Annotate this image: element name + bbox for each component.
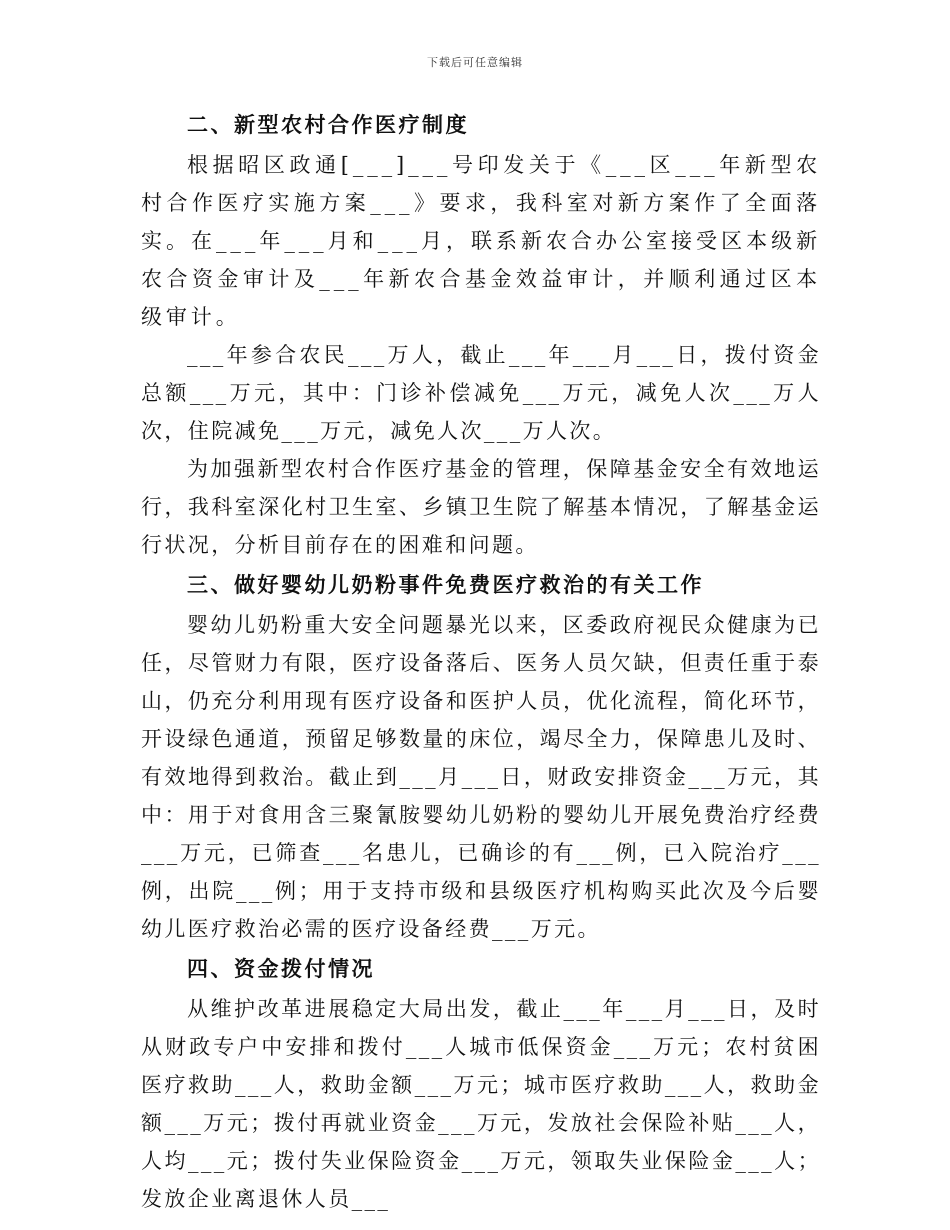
page-header: 下载后可任意编辑 xyxy=(427,56,523,69)
section-heading-3: 三、做好婴幼儿奶粉事件免费医疗救治的有关工作 xyxy=(187,573,704,597)
paragraph: 为加强新型农村合作医疗基金的管理，保障基金安全有效地运行，我科室深化村卫生室、乡镇卫生院了解基本情况，了解基金运行状况，分析目前存在的困难和问题。 xyxy=(141,457,821,557)
paragraph: 婴幼儿奶粉重大安全问题暴光以来，区委政府视民众健康为已任，尽管财力有限，医疗设备落后、医务人员欠缺，但责任重于泰山，仍充分利用现有医疗设备和医护人员，优化流程，简化环节，开设绿色通道，预留足够数量的床位，竭尽全力，保障患儿及时、有效地得到救治。截止到___月___日，财政安排资金___万元，其中：用于对食用含三聚氰胺婴幼儿奶粉的婴幼儿开展免费治疗经费___万元，已筛查___名患儿，已确诊的有___例，已入院治疗___例，出院___例；用于支持市级和县级医疗机构购买此次及今后婴幼儿医疗救治必需的医疗设备经费___万元。 xyxy=(141,613,821,941)
document-body xyxy=(141,104,821,1218)
section-heading-4: 四、资金拨付情况 xyxy=(187,957,375,981)
paragraph: ___年参合农民___万人，截止___年___月___日，拨付资金总额___万元，其中：门诊补偿减免___万元，减免人次___万人次，住院减免___万元，减免人次___万人次。 xyxy=(141,343,821,443)
paragraph: 从维护改革进展稳定大局出发，截止___年___月___日，及时从财政专户中安排和拨付___人城市低保资金___万元；农村贫困医疗救助___人，救助金额___万元；城市医疗救助___人，救助金额___万元；拨付再就业资金___万元，发放社会保险补贴___人，人均___元；拨付失业保险资金___万元，领取失业保险金___人；发放企业离退休人员___ xyxy=(141,997,821,1211)
section-heading-2: 二、新型农村合作医疗制度 xyxy=(187,113,469,137)
paragraph: 根据昭区政通[___]___号印发关于《___区___年新型农村合作医疗实施方案___》要求，我科室对新方案作了全面落实。在___年___月和___月，联系新农合办公室接受区本级新农合资金审计及___年新农合基金效益审计，并顺利通过区本级审计。 xyxy=(141,153,821,329)
